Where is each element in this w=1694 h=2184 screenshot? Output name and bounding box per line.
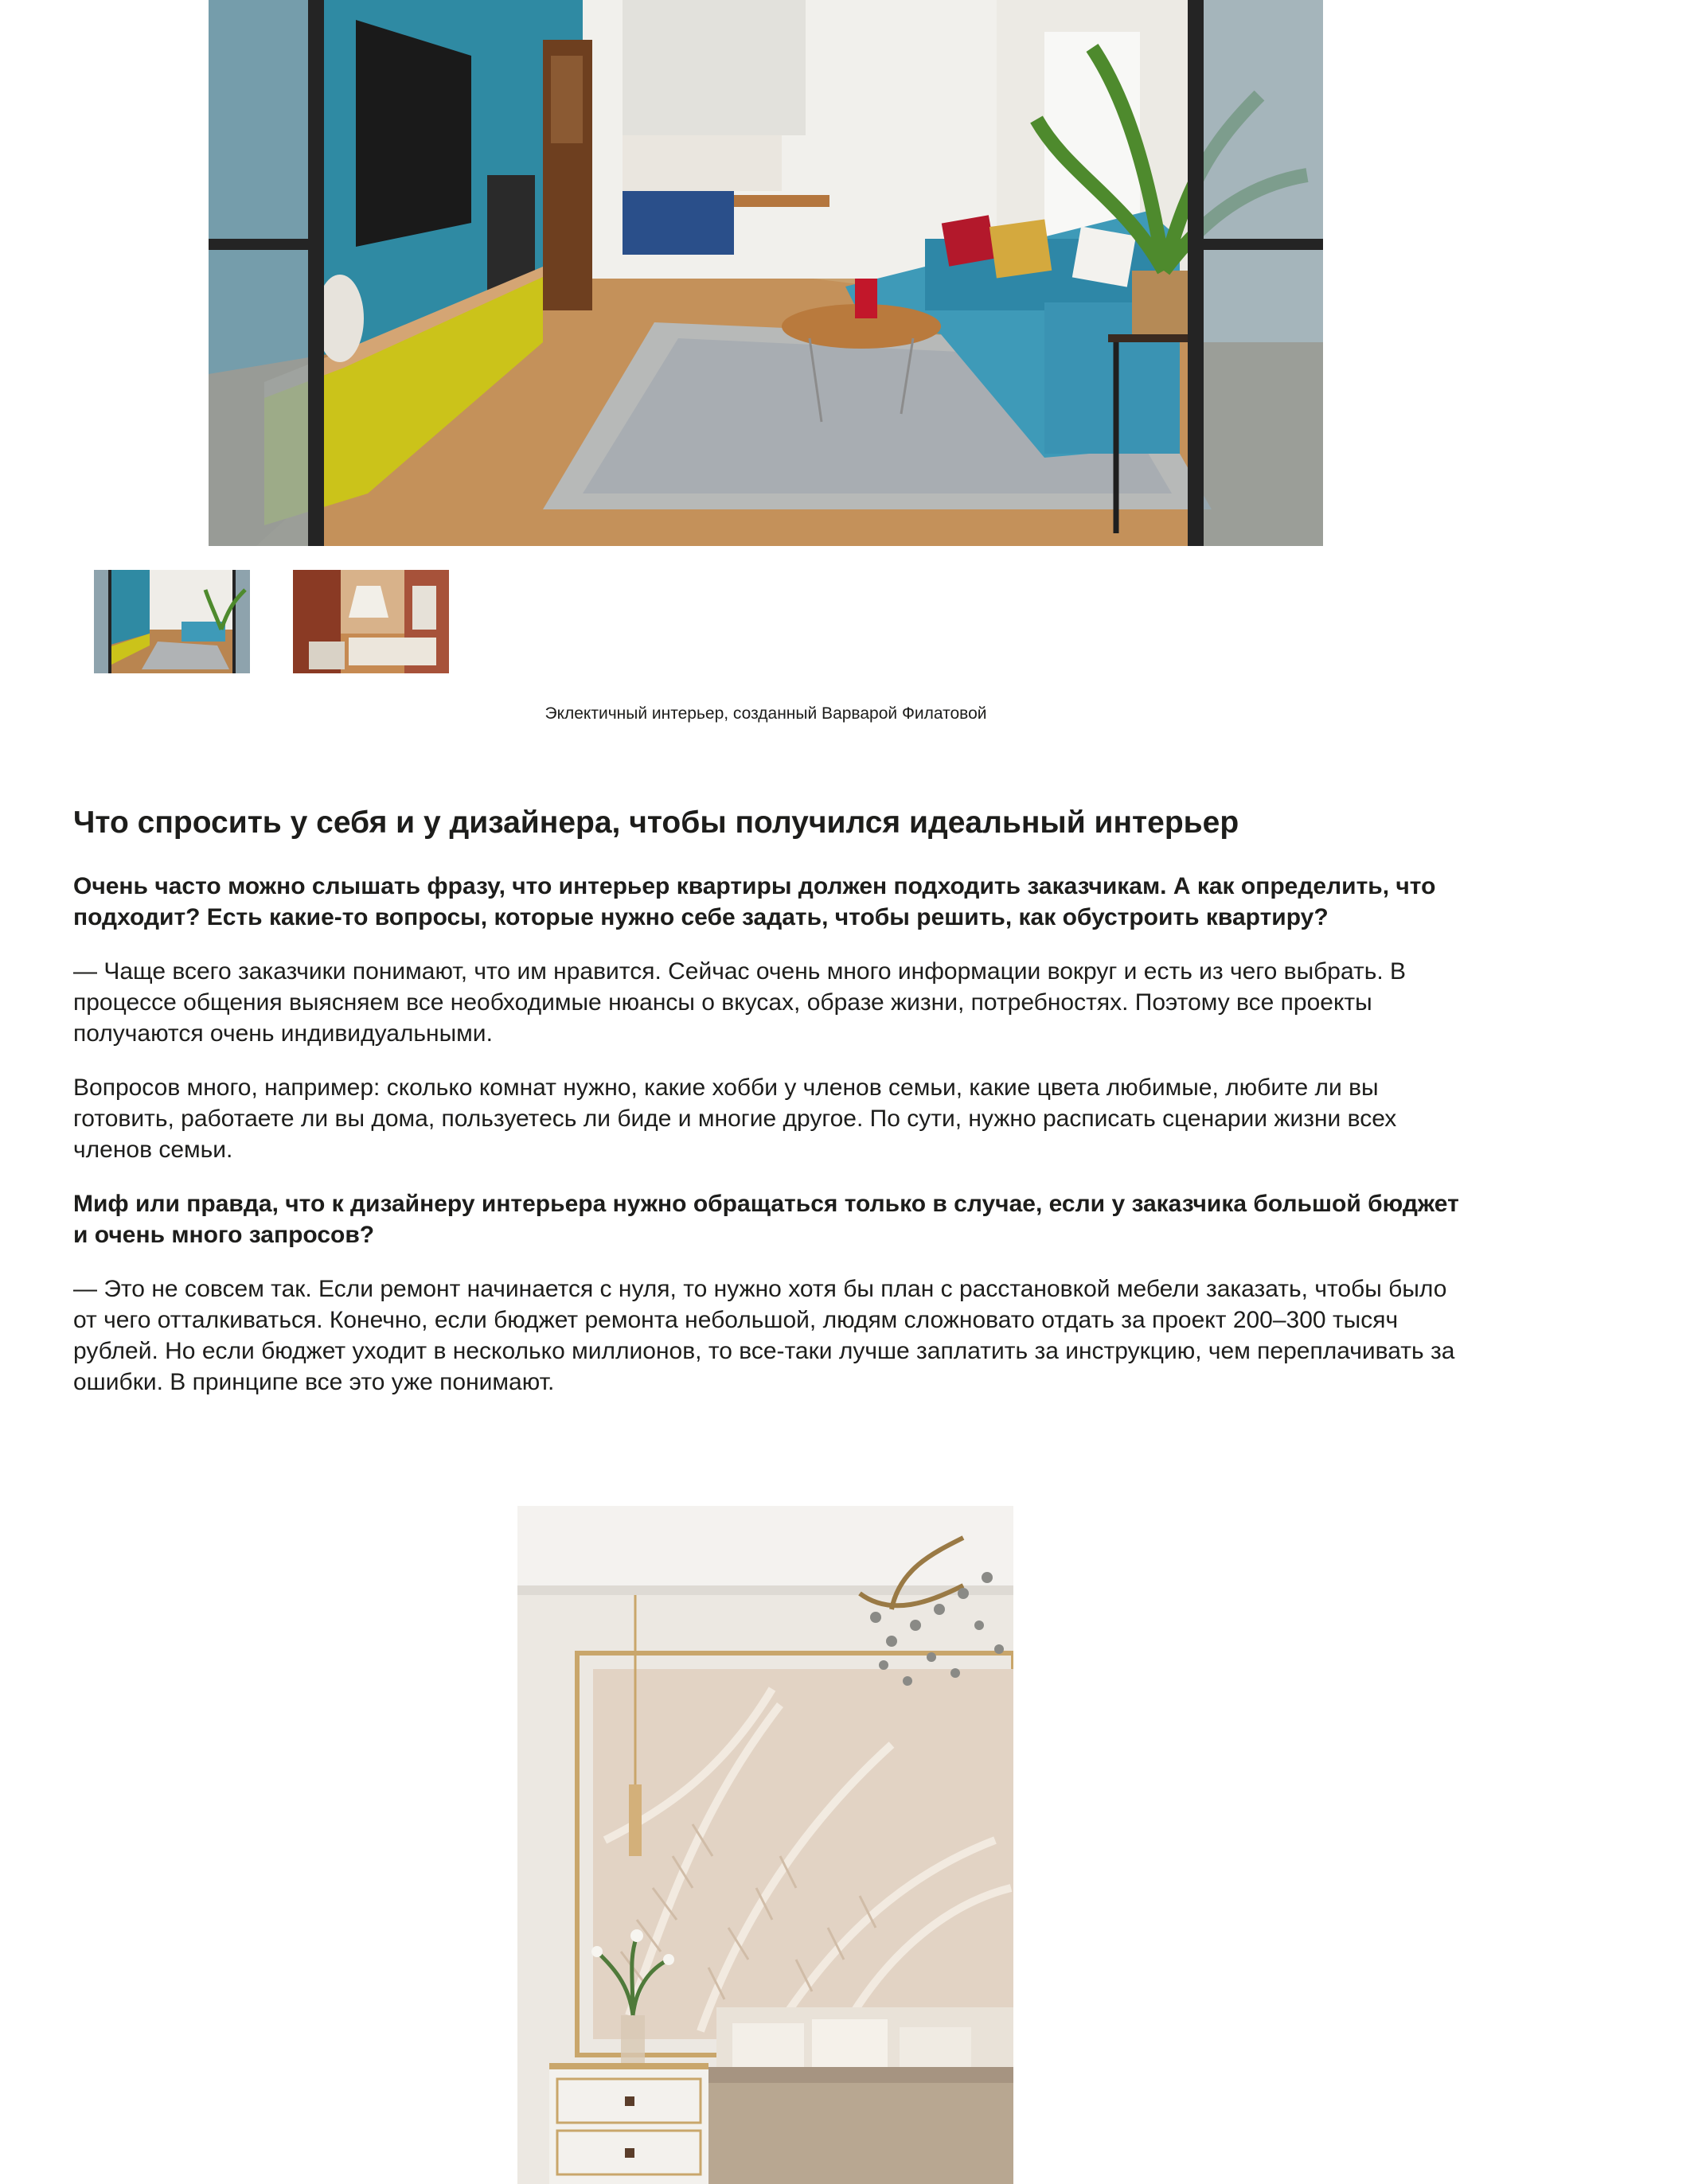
interview-question: Очень часто можно слышать фразу, что интерьер квартиры должен подходить заказчикам. А как определить, что подходит? Есть какие-то вопросы, которые нужно себе задать, чтобы решить, как обустроить квартиру?	[73, 873, 1436, 930]
article-body	[73, 802, 1474, 1421]
gallery-caption: Эклектичный интерьер, созданный Варварой Филатовой	[544, 704, 987, 723]
bedroom-palm-mural-photo	[517, 1506, 1013, 2184]
eclectic-living-room-photo	[209, 0, 1323, 546]
section-heading: Что спросить у себя и у дизайнера, чтобы получился идеальный интерьер	[73, 805, 1239, 840]
interview-question: Миф или правда, что к дизайнеру интерьера нужно обращаться только в случае, если у заказчика большой бюджет и очень много запросов?	[73, 1191, 1459, 1248]
interview-answer: — Это не совсем так. Если ремонт начинается с нуля, то нужно хотя бы план с расстановкой мебели заказать, чтобы было от чего отталкиваться. Конечно, если бюджет ремонта небольшой, людям сложновато отдать за проект 200–300 тысяч рублей. Но если бюджет уходит в несколько миллионов, то все-таки лучше заплатить за инструкцию, чем переплачивать за ошибки. В принципе все это уже понимают.	[73, 1276, 1455, 1395]
living-room-thumbnail	[94, 570, 250, 673]
bedroom-photo[interactable]	[517, 1506, 1013, 2184]
interview-answer: Вопросов много, например: сколько комнат нужно, какие хобби у членов семьи, какие цвета любимые, любите ли вы готовить, работаете ли вы дома, пользуетесь ли биде и многие другое. По сути, нужно расписать сценарии жизни всех членов семьи.	[73, 1074, 1397, 1163]
kitchen-dining-thumbnail	[293, 570, 449, 673]
hero-photo[interactable]	[209, 0, 1323, 546]
gallery-thumbnail-1[interactable]	[94, 570, 250, 673]
gallery-thumbnail-2[interactable]	[293, 570, 449, 673]
interview-answer: — Чаще всего заказчики понимают, что им нравится. Сейчас очень много информации вокруг и есть из чего выбрать. В процессе общения выясняем все необходимые нюансы о вкусах, образе жизни, потребностях. Поэтому все проекты получаются очень индивидуальными.	[73, 958, 1407, 1047]
